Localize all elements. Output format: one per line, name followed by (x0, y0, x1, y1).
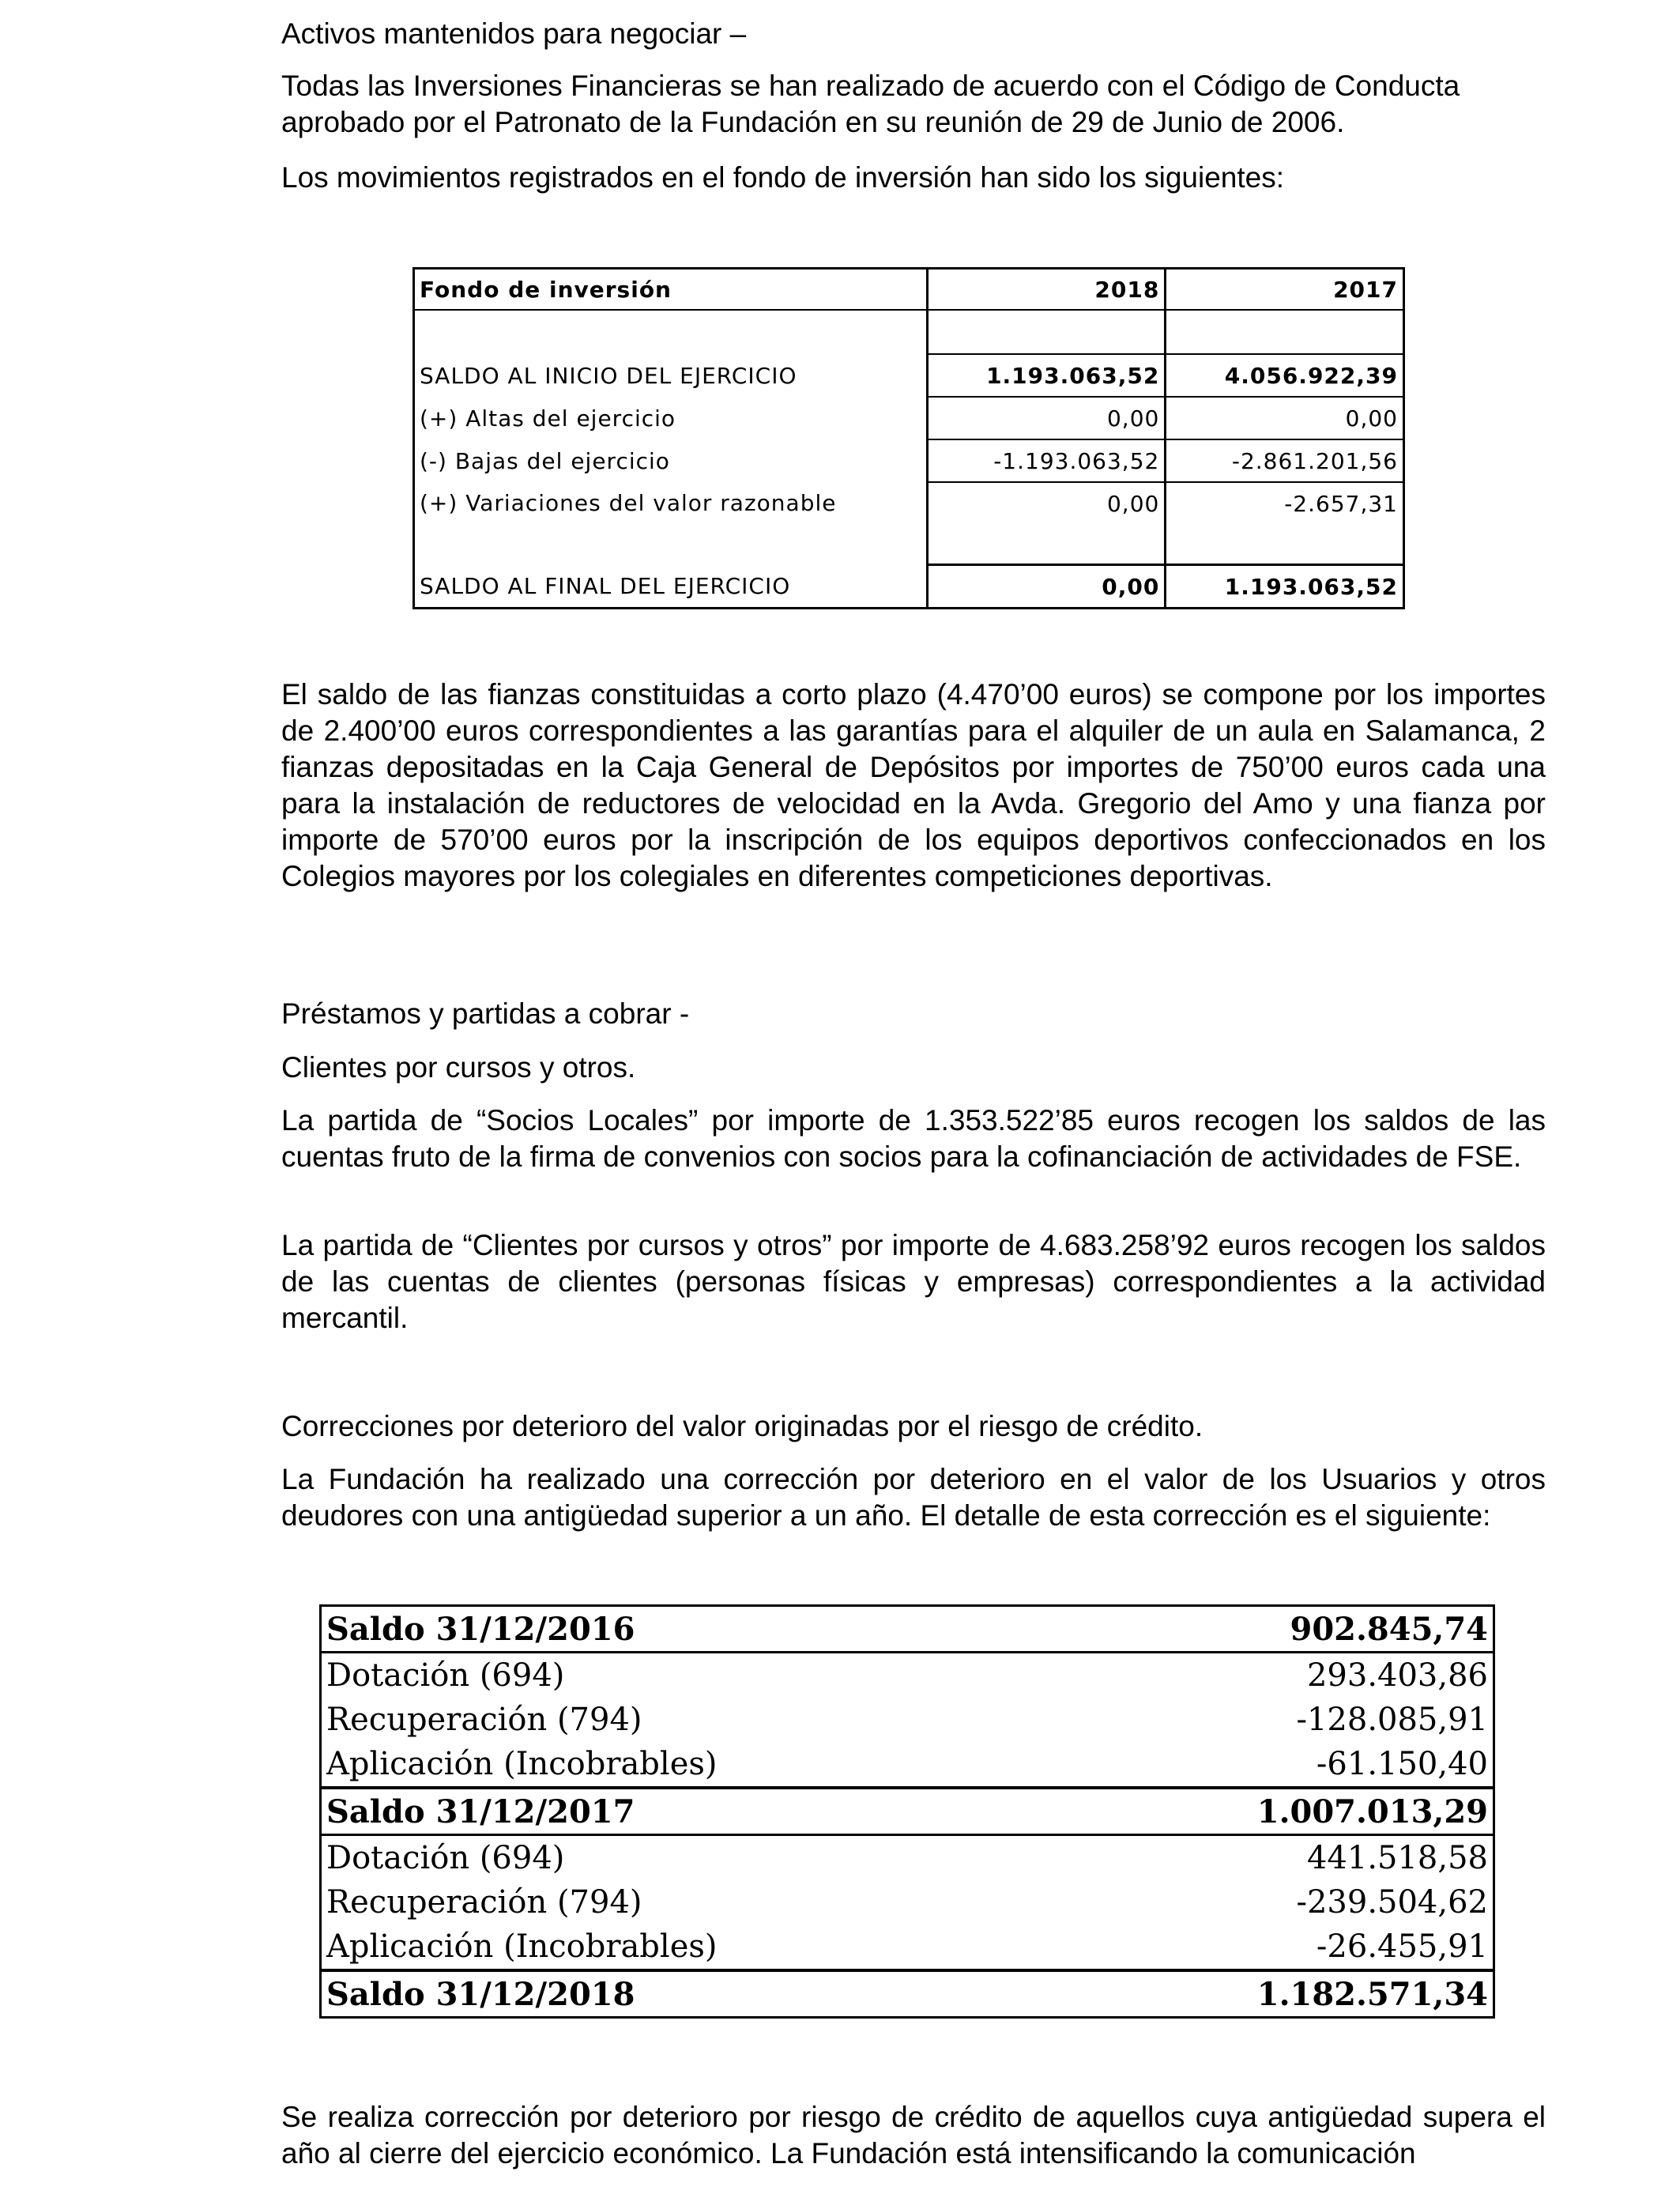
paragraph-socios-locales: La partida de “Socios Locales” por importe de 1.353.522’85 euros recogen los saldos de las cuentas fruto de la firma de convenios con socios para la cofinanciación de actividades de FSE. (281, 1104, 1546, 1173)
fund-header-2017: 2017 (1166, 269, 1404, 311)
heading-clientes: Clientes por cursos y otros. (281, 1051, 636, 1084)
table-row (321, 1970, 1494, 2018)
heading-correcciones: Correcciones por deterioro del valor originadas por el riesgo de crédito. (281, 1410, 1203, 1442)
fund-row-2017: -2.657,31 (1166, 482, 1404, 524)
paragraph-clientes-cursos: La partida de “Clientes por cursos y otros” por importe de 4.683.258’92 euros recogen los saldos de las cuentas de clientes (personas físicas y empresas) correspondientes a la actividad mercantil. (281, 1229, 1546, 1334)
paragraph-movimientos: Los movimientos registrados en el fondo de inversión han sido los siguientes: (281, 161, 1285, 194)
table-row (321, 1653, 1494, 1698)
det-value: 1.182.571,34 (1053, 1970, 1494, 2018)
det-label: Aplicación (Incobrables) (326, 1746, 718, 1782)
table-row (321, 1742, 1494, 1788)
table-row (321, 1698, 1494, 1742)
fund-row-label: (+) Altas del ejercicio (420, 405, 676, 432)
paragraph-fianzas: El saldo de las fianzas constituidas a corto plazo (4.470’00 euros) se compone por los importes de 2.400’00 euros correspondientes a las garantías para el alquiler de un aula en Salamanca, 2 fianzas depositadas en la Caja General de Depósitos por importes de 750’00 euros cada una para la instalación de reductores de velocidad en la Avda. Gregorio del Amo y una fianza por importe de 570’00 euros por la inscripción de los equipos deportivos confeccionados en los Colegios mayores por los colegiales en diferentes competiciones deportivas. (281, 678, 1546, 892)
paragraph-deterioro: La Fundación ha realizado una corrección por deterioro en el valor de los Usuarios y otros deudores con una antigüedad superior a un año. El detalle de esta corrección es el siguiente: (281, 1463, 1546, 1532)
fund-end-2018: 0,00 (927, 565, 1166, 609)
det-value: 902.845,74 (1053, 1606, 1494, 1653)
det-label: Saldo 31/12/2017 (321, 1788, 1053, 1835)
det-value: -128.085,91 (1296, 1702, 1488, 1738)
table-row (321, 1835, 1494, 1881)
table-row (321, 1880, 1494, 1924)
fund-row-2017: 0,00 (1166, 397, 1404, 439)
fund-header-label: Fondo de inversión (414, 269, 928, 311)
fund-begin-2018: 1.193.063,52 (927, 354, 1166, 397)
table-row (321, 1924, 1494, 1970)
table-row (414, 439, 1404, 482)
fund-row-end (414, 565, 1404, 609)
det-label: Saldo 31/12/2018 (321, 1970, 1053, 2018)
table-row (414, 397, 1404, 439)
det-label: Aplicación (Incobrables) (326, 1928, 718, 1965)
det-value: -26.455,91 (1316, 1928, 1488, 1965)
fund-table (412, 267, 1405, 609)
fund-row-begin (414, 354, 1404, 397)
det-label: Saldo 31/12/2016 (321, 1606, 1053, 1653)
table-row (321, 1606, 1494, 1653)
fund-end-2017: 1.193.063,52 (1166, 565, 1404, 609)
fund-begin-label: SALDO AL INICIO DEL EJERCICIO (420, 362, 797, 389)
det-label: Dotación (694) (326, 1840, 565, 1876)
det-label: Recuperación (794) (326, 1702, 642, 1738)
fund-begin-2017: 4.056.922,39 (1166, 354, 1404, 397)
fund-end-label: SALDO AL FINAL DEL EJERCICIO (420, 572, 791, 599)
fund-table-spacer (414, 524, 1404, 565)
paragraph-riesgo-credito: Se realiza corrección por deterioro por riesgo de crédito de aquellos cuya antigüedad supera el año al cierre del ejercicio económico. La Fundación está intensificando la comunicación (281, 2101, 1546, 2169)
fund-row-label: (+) Variaciones del valor razonable (420, 490, 837, 516)
fund-table-header (414, 269, 1404, 311)
deterioro-table (319, 1604, 1495, 2019)
det-label: Dotación (694) (326, 1657, 565, 1694)
fund-row-2018: 0,00 (927, 482, 1166, 524)
det-value: 441.518,58 (1306, 1840, 1488, 1876)
heading-prestamos: Préstamos y partidas a cobrar - (281, 997, 690, 1030)
fund-row-2018: 0,00 (927, 397, 1166, 439)
fund-row-label: (-) Bajas del ejercicio (420, 447, 670, 474)
det-value: 1.007.013,29 (1053, 1788, 1494, 1835)
fund-row-2018: -1.193.063,52 (927, 439, 1166, 482)
paragraph-codigo-conducta: Todas las Inversiones Financieras se han realizado de acuerdo con el Código de Conducta aprobado por el Patronato de la Fundación en su reunión de 29 de Junio de 2006. (281, 70, 1460, 138)
det-value: 293.403,86 (1306, 1657, 1488, 1694)
det-label: Recuperación (794) (326, 1884, 642, 1921)
fund-header-2018: 2018 (927, 269, 1166, 311)
table-row (414, 482, 1404, 524)
heading-activos: Activos mantenidos para negociar – (281, 17, 747, 50)
fund-row-2017: -2.861.201,56 (1166, 439, 1404, 482)
det-value: -61.150,40 (1316, 1746, 1488, 1782)
det-value: -239.504,62 (1296, 1884, 1488, 1921)
fund-table-gap (414, 310, 1404, 354)
table-row (321, 1788, 1494, 1835)
